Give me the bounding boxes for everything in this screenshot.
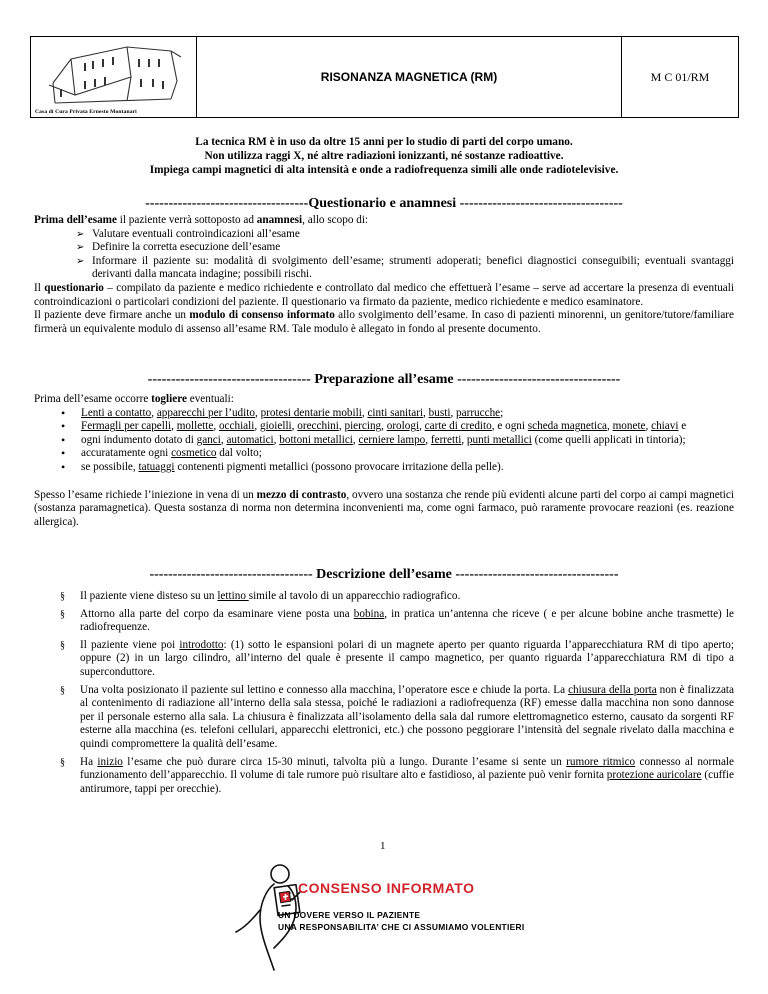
list-item: § Il paziente viene disteso su un lettino simile al tavolo di un apparecchio radiografico.: [60, 590, 461, 602]
paragraph: Prima dell’esame il paziente verrà sottoposto ad anamnesi, allo scopo di:: [34, 214, 369, 226]
document-title: RISONANZA MAGNETICA (RM): [197, 37, 622, 117]
intro-line: Impiega campi magnetici di alta intensità e onde a radiofrequenza simili alle onde radiotelevisive.: [149, 164, 619, 176]
list-item: ➢ Definire la corretta esecuzione dell’esame: [92, 241, 734, 255]
list-item: • Fermagli per capelli, mollette, occhiali, gioielli, orecchini, piercing, orologi, carte di credito, e ogni scheda magnetica, monete, chiavi e: [81, 420, 734, 434]
section-body-preparazione: [34, 393, 734, 529]
section-symbol-icon: §: [60, 591, 65, 602]
consent-figure-icon: [230, 860, 570, 980]
section-symbol-icon: §: [60, 639, 65, 651]
section-symbol-icon: §: [60, 608, 65, 620]
section-heading-descrizione: ----------------------------------- Descrizione dell’esame -----------------------------------: [149, 567, 619, 582]
clinic-logo: [31, 37, 197, 117]
list-item: • se possibile, tatuaggi contenenti pigmenti metallici (possono provocare irritazione della pelle).: [81, 461, 734, 475]
list-item: § Attorno alla parte del corpo da esaminare viene posta una bobina, in pratica un’antenna che riceve ( e per alcune bobine anche trasmette) le radiofrequenze.: [60, 607, 734, 634]
paragraph: Prima dell’esame occorre togliere eventuali:: [34, 393, 234, 405]
dot-list: [34, 407, 734, 475]
intro-block: [0, 135, 768, 177]
list-item: • Lenti a contatto, apparecchi per l’udito, protesi dentarie mobili, cinti sanitari, busti, parrucche;: [81, 407, 734, 421]
list-item: § Una volta posizionato il paziente sul lettino e connesso alla macchina, l’operatore esce e chiude la porta. La chiusura della porta non è finalizzata al contenimento di radiazione all’interno della sala stessa, poiché le radiazioni a radiofrequenza (RF) emesse dalla macchina non sono dannose per il personale esterno alla sala. La chiusura è finalizzata all’isolamento della sala dal rumore elettromagnetico esterno, causato da sorgenti RF esterne alla macchina (es. telefoni cellulari, apparecchi elettronici, etc.) che possono peggiorare l’intensità del segnale rivelato dalla macchina e quindi compromettere la qualità dell’esame.: [60, 683, 734, 750]
arrow-list: [34, 228, 734, 282]
footer-line: UNA RESPONSABILITA’ CHE CI ASSUMIAMO VOLENTIERI: [278, 922, 525, 932]
list-item: ➢ Valutare eventuali controindicazioni all’esame: [92, 228, 734, 242]
intro-line: La tecnica RM è in uso da oltre 15 anni per lo studio di parti del corpo umano.: [195, 136, 573, 148]
section-heading-questionario: -----------------------------------Questionario e anamnesi -----------------------------------: [145, 196, 623, 211]
list-item: ➢ Informare il paziente su: modalità di svolgimento dell’esame; strumenti adoperati; benefici diagnostici conseguibili; eventuali svantaggi derivanti dalla mancata indagine; possibili rischi.: [92, 255, 734, 282]
page-number: 1: [380, 840, 386, 852]
intro-line: Non utilizza raggi X, né altre radiazioni ionizzanti, né sostanze radioattive.: [204, 150, 564, 162]
document-code: M C 01/RM: [650, 69, 710, 84]
paragraph: Il questionario – compilato da paziente e medico richiedente e controllato dal medico che effettuerà l’esame – serve ad accertare la presenza di eventuali controindicazioni o particolari condizioni del paziente. Il questionario va firmato da paziente, medico richiedente e medico esaminatore.: [34, 281, 734, 308]
list-item: § Il paziente viene poi introdotto: (1) sotto le espansioni polari di un magnete aperto per quanto riguarda l’apparecchiatura RM di tipo aperto; oppure (2) in un largo cilindro, all’interno del quale è presente il campo magnetico, per quanto riguarda l’apparecchiatura RM di tipo a superconduttore.: [60, 638, 735, 678]
footer-line: UN DOVERE VERSO IL PAZIENTE: [278, 910, 421, 920]
building-sketch-icon: [31, 37, 195, 117]
header-table: [30, 36, 739, 118]
paragraph: Spesso l’esame richiede l’iniezione in vena di un mezzo di contrasto, ovvero una sostanza che rende più evidenti alcune parti del corpo ai campi magnetici (sostanza paramagnetica). Questa sostanza di norma non determina inconvenienti ma, come ogni farmaco, può raramente provocare reazioni (es. reazione allergica).: [34, 488, 734, 528]
section-symbol-icon: §: [60, 756, 65, 768]
list-item: • accuratamente ogni cosmetico dal volto;: [81, 447, 734, 461]
section-heading-preparazione: ----------------------------------- Preparazione all’esame -----------------------------------: [147, 372, 621, 387]
list-item: • ogni indumento dotato di ganci, automatici, bottoni metallici, cerniere lampo, ferretti, punti metallici (come quelli applicati in tintoria);: [81, 434, 734, 448]
footer-title: CONSENSO INFORMATO: [298, 880, 475, 896]
list-item: § Ha inizio l’esame che può durare circa 15-30 minuti, talvolta più a lungo. Durante l’esame si sente un rumore ritmico connesso al normale funzionamento dell’apparecchio. Il volume di tale rumore può risultare alto e fastidioso, al paziente può venir fornita protezione auricolare (cuffie antirumore, tappi per orecchie).: [60, 755, 734, 795]
section-body-descrizione: [60, 590, 735, 800]
paragraph: Il paziente deve firmare anche un modulo di consenso informato allo svolgimento dell’esame. In caso di pazienti minorenni, un genitore/tutore/familiare firmerà un equivalente modulo di assenso all’esame RM. Tale modulo è allegato in fondo al presente documento.: [34, 309, 734, 335]
section-symbol-icon: §: [60, 684, 65, 696]
logo-caption: Casa di Cura Privata Ernesto Montanari: [35, 109, 137, 115]
section-body-questionario: [34, 214, 734, 336]
